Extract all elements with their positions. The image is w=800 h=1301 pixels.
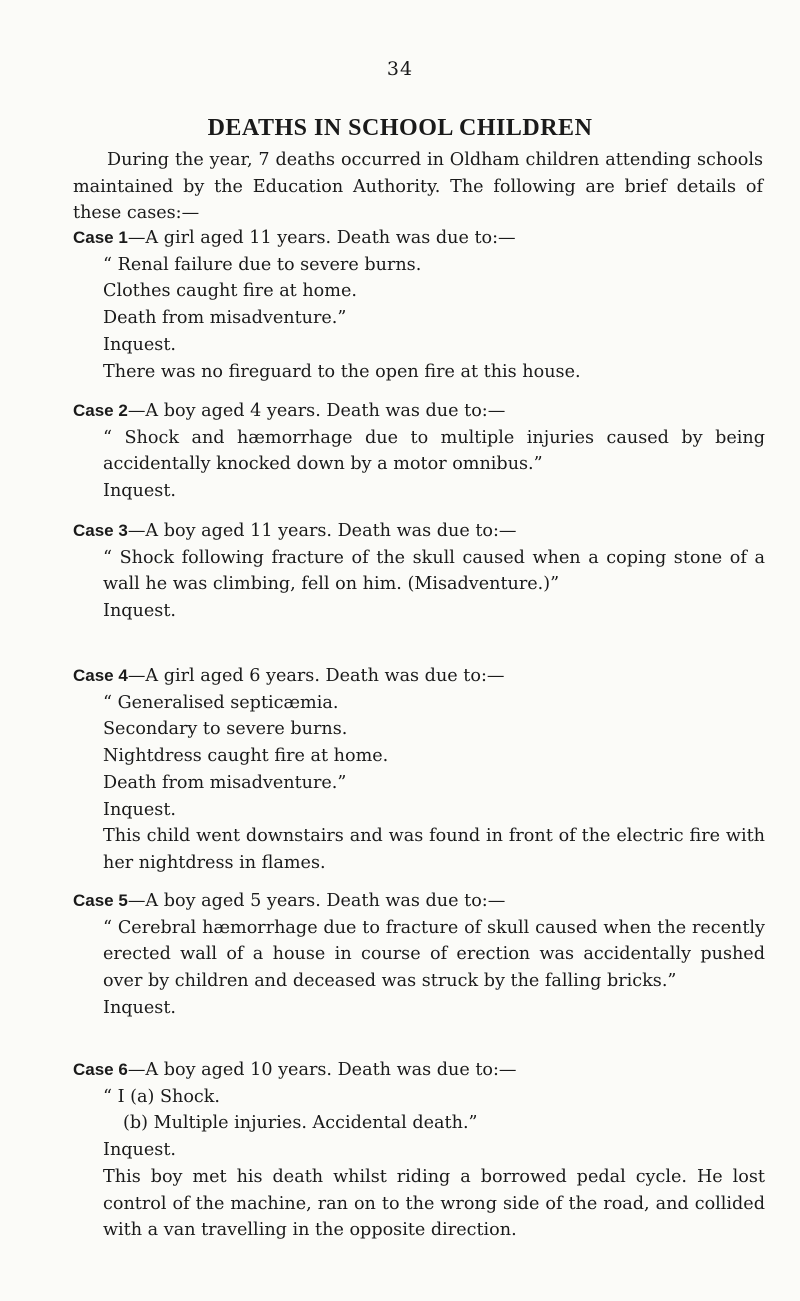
- case-line: “ Generalised septicæmia.: [103, 692, 339, 713]
- case-heading: [73, 663, 763, 690]
- case-line: Clothes caught fire at home.: [103, 281, 357, 302]
- case-summary: —A girl aged 6 years. Death was due to:—: [127, 666, 505, 686]
- case-line: Nightdress caught fire at home.: [103, 746, 389, 767]
- case-line: Death from misadventure.”: [103, 308, 347, 329]
- case-label: Case 4: [73, 666, 128, 685]
- case-line: “ Shock following fracture of the skull caused when a coping stone of a wall he was climbing, fell on him. (Misadventure.)”: [103, 547, 765, 595]
- case-label: Case 3: [73, 521, 128, 540]
- case-line: Secondary to severe burns.: [103, 719, 348, 740]
- case-label: Case 1: [73, 228, 128, 247]
- case-summary: —A girl aged 11 years. Death was due to:—: [127, 228, 516, 248]
- case-heading: [73, 398, 763, 425]
- case-line: Inquest.: [103, 799, 176, 820]
- case-line: Inquest.: [103, 997, 176, 1018]
- case-4: [73, 663, 763, 877]
- case-line: “ Cerebral hæmorrhage due to fracture of skull caused when the recently erected wall of a house in course of erection was accidentally pushed over by children and deceased was struck by the falling bricks.”: [103, 917, 765, 992]
- case-line: There was no fireguard to the open fire at this house.: [103, 361, 581, 382]
- case-heading: [73, 1057, 763, 1084]
- case-heading: [73, 518, 763, 545]
- case-summary: —A boy aged 4 years. Death was due to:—: [127, 401, 506, 421]
- case-3: [73, 518, 763, 625]
- case-line: Death from misadventure.”: [103, 772, 347, 793]
- page-number: 34: [386, 58, 414, 80]
- case-heading: [73, 888, 763, 915]
- case-summary: —A boy aged 11 years. Death was due to:—: [127, 521, 517, 541]
- page-title: DEATHS IN SCHOOL CHILDREN: [207, 115, 593, 141]
- case-line: This boy met his death whilst riding a borrowed pedal cycle. He lost control of the machine, ran on to the wrong side of the road, and collided with a van travelling in the opposite direction.: [103, 1166, 765, 1241]
- intro-paragraph: During the year, 7 deaths occurred in Oldham children attending schools maintained by the Education Authority. The following are brief details of these cases:—: [73, 150, 763, 224]
- case-line: Inquest.: [103, 481, 176, 502]
- case-line: Inquest.: [103, 601, 176, 622]
- case-line: “ Shock and hæmorrhage due to multiple injuries caused by being accidentally knocked down by a motor omnibus.”: [103, 427, 765, 475]
- case-label: Case 2: [73, 401, 128, 420]
- case-5: [73, 888, 763, 1022]
- case-line: (b) Multiple injuries. Accidental death.”: [123, 1113, 478, 1134]
- case-6: [73, 1057, 763, 1244]
- case-2: [73, 398, 763, 505]
- case-line: This child went downstairs and was found in front of the electric fire with her nightdress in flames.: [103, 826, 765, 873]
- case-line: “ Renal failure due to severe burns.: [103, 254, 422, 275]
- case-summary: —A boy aged 10 years. Death was due to:—: [127, 1060, 517, 1080]
- case-label: Case 5: [73, 891, 128, 910]
- case-1: [73, 225, 763, 385]
- case-line: “ I (a) Shock.: [103, 1086, 221, 1107]
- case-heading: [73, 225, 763, 252]
- case-line: Inquest.: [103, 334, 176, 355]
- case-label: Case 6: [73, 1060, 128, 1079]
- case-line: Inquest.: [103, 1140, 176, 1161]
- case-summary: —A boy aged 5 years. Death was due to:—: [127, 891, 506, 911]
